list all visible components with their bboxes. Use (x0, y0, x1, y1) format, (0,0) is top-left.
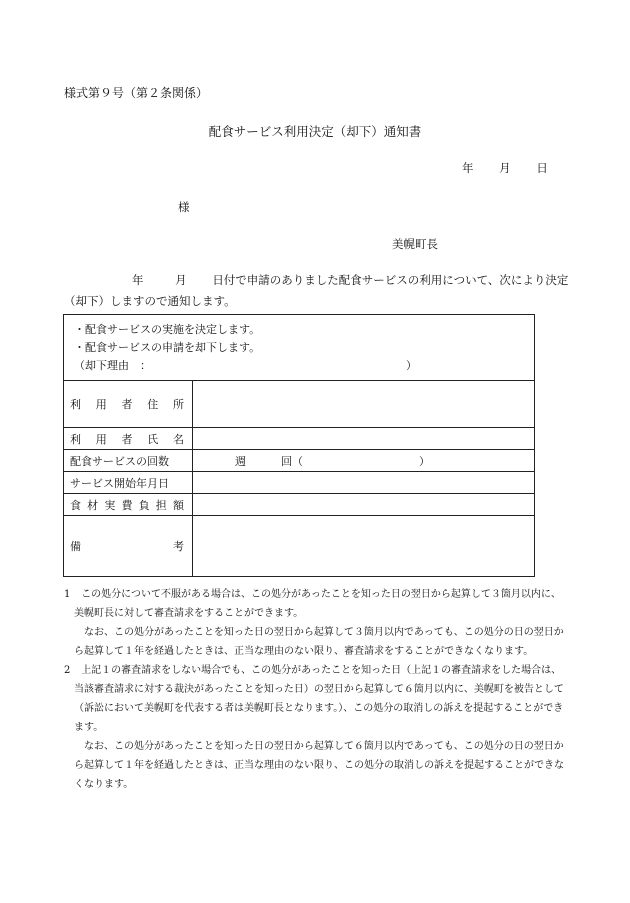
decision-cell (64, 315, 535, 381)
note2-line6: ら起算して１年を経過したときは、正当な理由のない限り、この処分の取消しの訴えを提起することができな (74, 760, 564, 771)
note2-line1 (64, 661, 576, 680)
frequency-close: ） (419, 455, 430, 468)
label-char: 材 (87, 498, 99, 512)
label-char: 者 (121, 398, 133, 411)
label-char: 名 (173, 432, 184, 446)
option-reject: ・配食サービスの申請を却下します。 (74, 341, 261, 354)
value-start-date[interactable] (193, 472, 535, 494)
label-name (64, 428, 193, 450)
reason-close: ） (406, 359, 417, 372)
label-char: 利 (70, 432, 81, 446)
option-approve: ・配食サービスの実施を決定します。 (74, 323, 261, 336)
label-remarks (64, 516, 193, 577)
date-month: 月 (499, 161, 511, 175)
body-text-line1 (132, 272, 568, 288)
issue-date (462, 160, 548, 176)
label-cost (64, 494, 193, 516)
label-char: 費 (121, 498, 133, 512)
label-char: 実 (104, 498, 116, 512)
note1-line3: なお、この処分があったことを知った日の翌日から起算して３箇月以内であっても、この処分の日の翌日か (84, 627, 564, 638)
document-title: 配食サービス利用決定（却下）通知書 (208, 124, 422, 139)
body-text-line2: （却下）しますので通知します。 (64, 294, 236, 308)
label-char: 食 (70, 498, 81, 512)
note-number: 2 (64, 665, 71, 676)
label-start-date: サービス開始年月日 (64, 472, 193, 494)
label-address (64, 381, 193, 428)
note2-line4: ます。 (74, 722, 104, 733)
appeal-notes (64, 585, 576, 794)
value-cost[interactable] (193, 494, 535, 516)
note2-line5: なお、この処分があったことを知った日の翌日から起算して６箇月以内であっても、この処分の日の翌日か (84, 741, 564, 752)
value-name[interactable] (193, 428, 535, 450)
label-frequency: 配食サービスの回数 (64, 450, 193, 472)
label-char: 氏 (147, 432, 159, 446)
value-remarks[interactable] (193, 516, 535, 577)
body-year: 年 (132, 273, 144, 287)
note1-line1 (64, 585, 576, 604)
frequency-times: 回（ (281, 455, 303, 468)
reason-label: （却下理由 ： (74, 359, 151, 372)
note1-line2: 美幌町長に対して審査請求をすることができます。 (74, 608, 304, 619)
value-frequency[interactable] (193, 450, 535, 472)
label-char: 額 (172, 498, 184, 512)
frequency-week: 週 (235, 455, 246, 468)
label-char: 担 (155, 498, 167, 512)
note-number: 1 (64, 589, 71, 600)
label-char: 考 (173, 540, 184, 553)
label-char: 所 (173, 398, 184, 411)
label-char: 住 (147, 398, 159, 411)
label-char: 備 (70, 540, 81, 553)
note2-line3: （訴訟において美幌町を代表する者は美幌町長となります。）、この処分の取消しの訴えを提起することができ (74, 703, 564, 714)
label-char: 利 (70, 398, 81, 411)
date-year: 年 (462, 161, 474, 175)
body-line1: 日付で申請のありました配食サービスの利用について、次により決定 (212, 273, 569, 287)
details-table (63, 314, 535, 577)
body-month: 月 (175, 273, 187, 287)
date-day: 日 (536, 161, 548, 175)
note2-line7: くなります。 (74, 779, 134, 790)
note2-line2: 当該審査請求に対する裁決があったことを知った日）の翌日から起算して６箇月以内に、美幌町を被告として (74, 684, 564, 695)
value-address[interactable] (193, 381, 535, 428)
note-text: 上記１の審査請求をしない場合でも、この処分があったことを知った日（上記１の審査請求をした場合は、 (81, 665, 562, 676)
addressee-suffix: 様 (178, 200, 190, 214)
form-number: 様式第９号（第２条関係） (64, 86, 209, 100)
label-char: 者 (121, 432, 133, 446)
label-char: 用 (95, 398, 107, 411)
reject-reason (64, 357, 534, 375)
label-char: 用 (95, 432, 107, 446)
label-char: 負 (138, 498, 150, 512)
note1-line4: ら起算して１年を経過したときは、正当な理由のない限り、審査請求をすることができなくなります。 (74, 646, 534, 657)
issuer-name: 美幌町長 (392, 237, 438, 251)
note-text: この処分について不服がある場合は、この処分があったことを知った日の翌日から起算して３箇月以内に、 (81, 589, 561, 600)
